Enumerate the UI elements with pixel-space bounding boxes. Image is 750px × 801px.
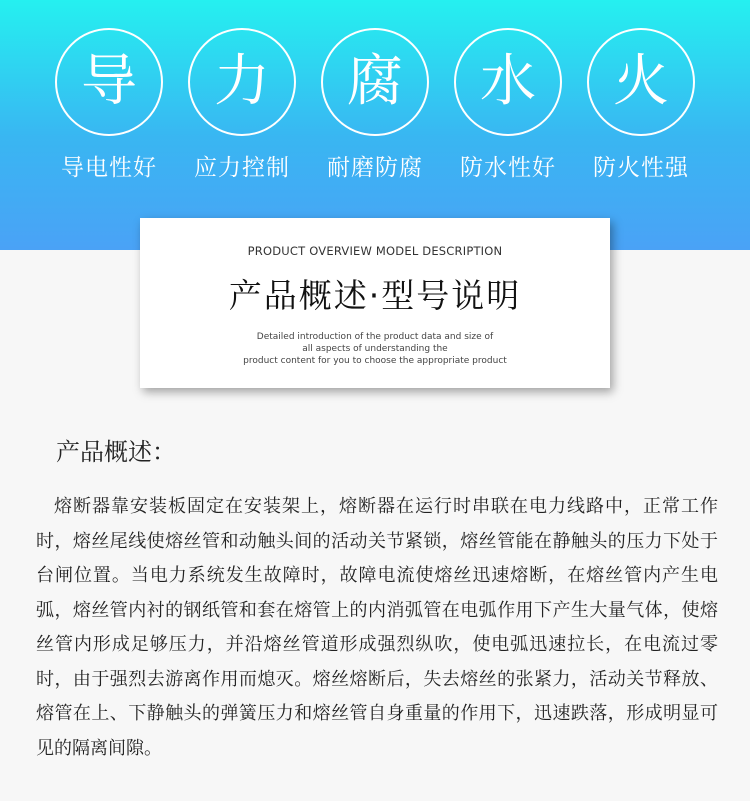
feature-waterproof <box>450 28 566 182</box>
overview-card <box>140 218 610 388</box>
card-description-line: Detailed introduction of the product data and size of <box>256 332 494 342</box>
overview-body: 熔断器靠安装板固定在安装架上，熔断器在运行时串联在电力线路中，正常工作时，熔丝尾线使熔丝管和动触头间的活动关节紧锁，熔丝管能在静触头的压力下处于台闸位置。当电力系统发生故障时，故障电流使熔丝迅速熔断，在熔丝管内产生电弧，熔丝管内衬的钢纸管和套在熔管上的内消弧管在电弧作用下产生大量气体，使熔丝管内形成足够压力，并沿熔丝管道形成强烈纵吹，使电弧迅速拉长，在电流过零时，由于强烈去游离作用而熄灭。熔丝熔断后，失去熔丝的张紧力，活动关节释放、熔管在上、下静触头的弹簧压力和熔丝管自身重量的作用下，迅速跌落，形成明显可见的隔离间隙。 <box>36 496 718 759</box>
card-chinese-title: 产品概述·型号说明 <box>228 276 522 315</box>
feature-list <box>0 0 750 250</box>
feature-circle: 水 <box>454 28 562 136</box>
feature-circle: 力 <box>188 28 296 136</box>
feature-circle: 腐 <box>321 28 429 136</box>
feature-label: 耐磨防腐 <box>327 155 423 181</box>
feature-circle: 火 <box>587 28 695 136</box>
feature-label: 应力控制 <box>194 155 290 181</box>
card-english-title: PRODUCT OVERVIEW MODEL DESCRIPTION <box>247 244 503 258</box>
section-title: 产品概述： <box>56 438 176 466</box>
feature-anticorrosion <box>317 28 433 182</box>
feature-circle: 导 <box>55 28 163 136</box>
feature-stress-control <box>184 28 300 182</box>
feature-label: 防水性好 <box>460 155 556 181</box>
card-description-line: product content for you to choose the appropriate product <box>243 356 507 366</box>
card-description-line: all aspects of understanding the <box>302 344 448 354</box>
feature-label: 防火性强 <box>593 155 689 181</box>
feature-conductivity <box>51 28 167 182</box>
card-description <box>140 331 610 367</box>
feature-label: 导电性好 <box>61 155 157 181</box>
feature-fireproof <box>583 28 699 182</box>
